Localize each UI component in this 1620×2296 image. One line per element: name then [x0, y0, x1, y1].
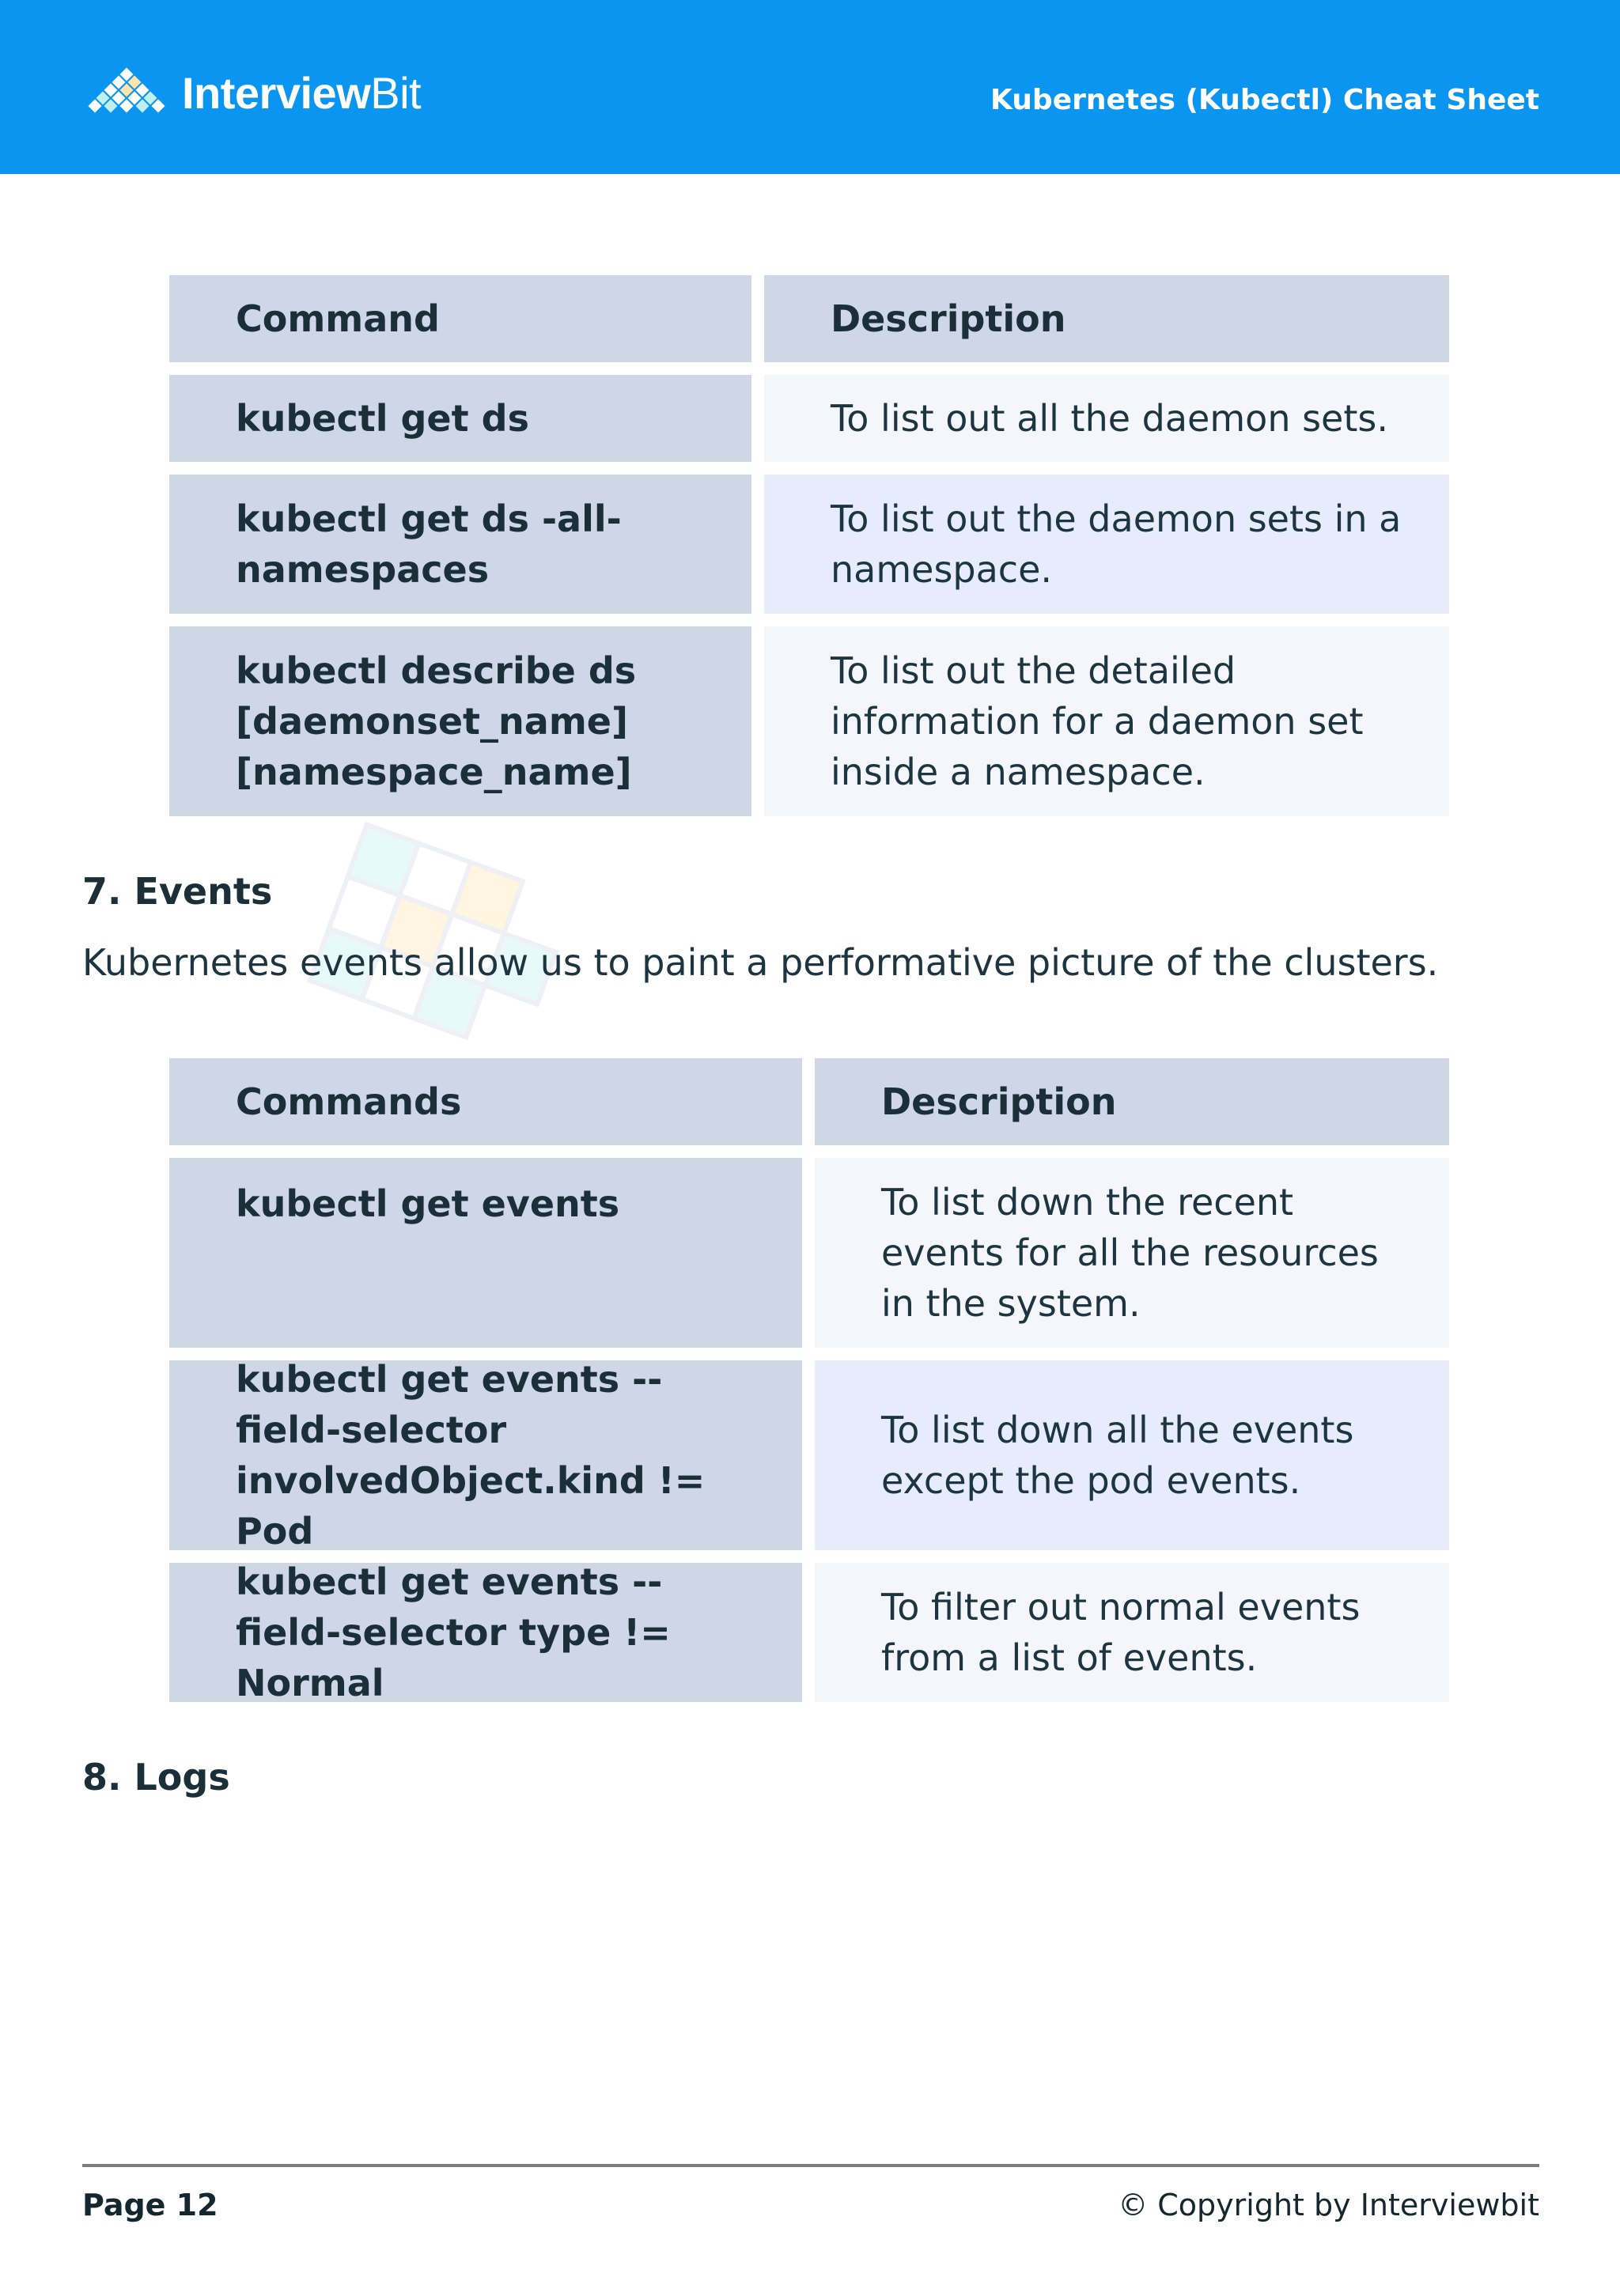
page-header	[0, 0, 1620, 174]
table-row-command: kubectl describe ds [daemonset_name] [namespace_name]	[169, 626, 751, 816]
table-row-command: kubectl get ds	[169, 375, 751, 462]
table-row-command: kubectl get events --field-selector involvedObject.kind != Pod	[169, 1360, 802, 1550]
page-number: Page 12	[82, 2188, 218, 2222]
footer-divider	[82, 2164, 1539, 2167]
watermark-logo	[301, 815, 633, 1052]
interviewbit-logo	[82, 65, 421, 120]
table-header-commands: Commands	[169, 1058, 802, 1145]
table-row-description: To list down all the events except the pod events.	[815, 1360, 1449, 1550]
logo-wordmark: InterviewBit	[182, 67, 422, 118]
table-row-command: kubectl get ds -all-namespaces	[169, 475, 751, 614]
table-row-description: To list down the recent events for all the resources in the system.	[815, 1158, 1449, 1348]
table-header-description: Description	[764, 275, 1449, 362]
table-row-description: To list out all the daemon sets.	[764, 375, 1449, 462]
table-header-description: Description	[815, 1058, 1449, 1145]
events-paragraph: Kubernetes events allow us to paint a performative picture of the clusters.	[82, 941, 1439, 984]
document-title: Kubernetes (Kubectl) Cheat Sheet	[990, 84, 1539, 116]
copyright-notice: © Copyright by Interviewbit	[1118, 2188, 1539, 2222]
table-row-description: To list out the detailed information for a daemon set inside a namespace.	[764, 626, 1449, 816]
table-row-description: To filter out normal events from a list of events.	[815, 1563, 1449, 1702]
section-heading-logs: 8. Logs	[82, 1756, 230, 1799]
table-row-command: kubectl get events	[169, 1158, 802, 1348]
table-row-command: kubectl get events --field-selector type != Normal	[169, 1563, 802, 1702]
interviewbit-diamond-icon	[82, 65, 171, 120]
table-header-command: Command	[169, 275, 751, 362]
section-heading-events: 7. Events	[82, 870, 273, 913]
table-row-description: To list out the daemon sets in a namespace.	[764, 475, 1449, 614]
